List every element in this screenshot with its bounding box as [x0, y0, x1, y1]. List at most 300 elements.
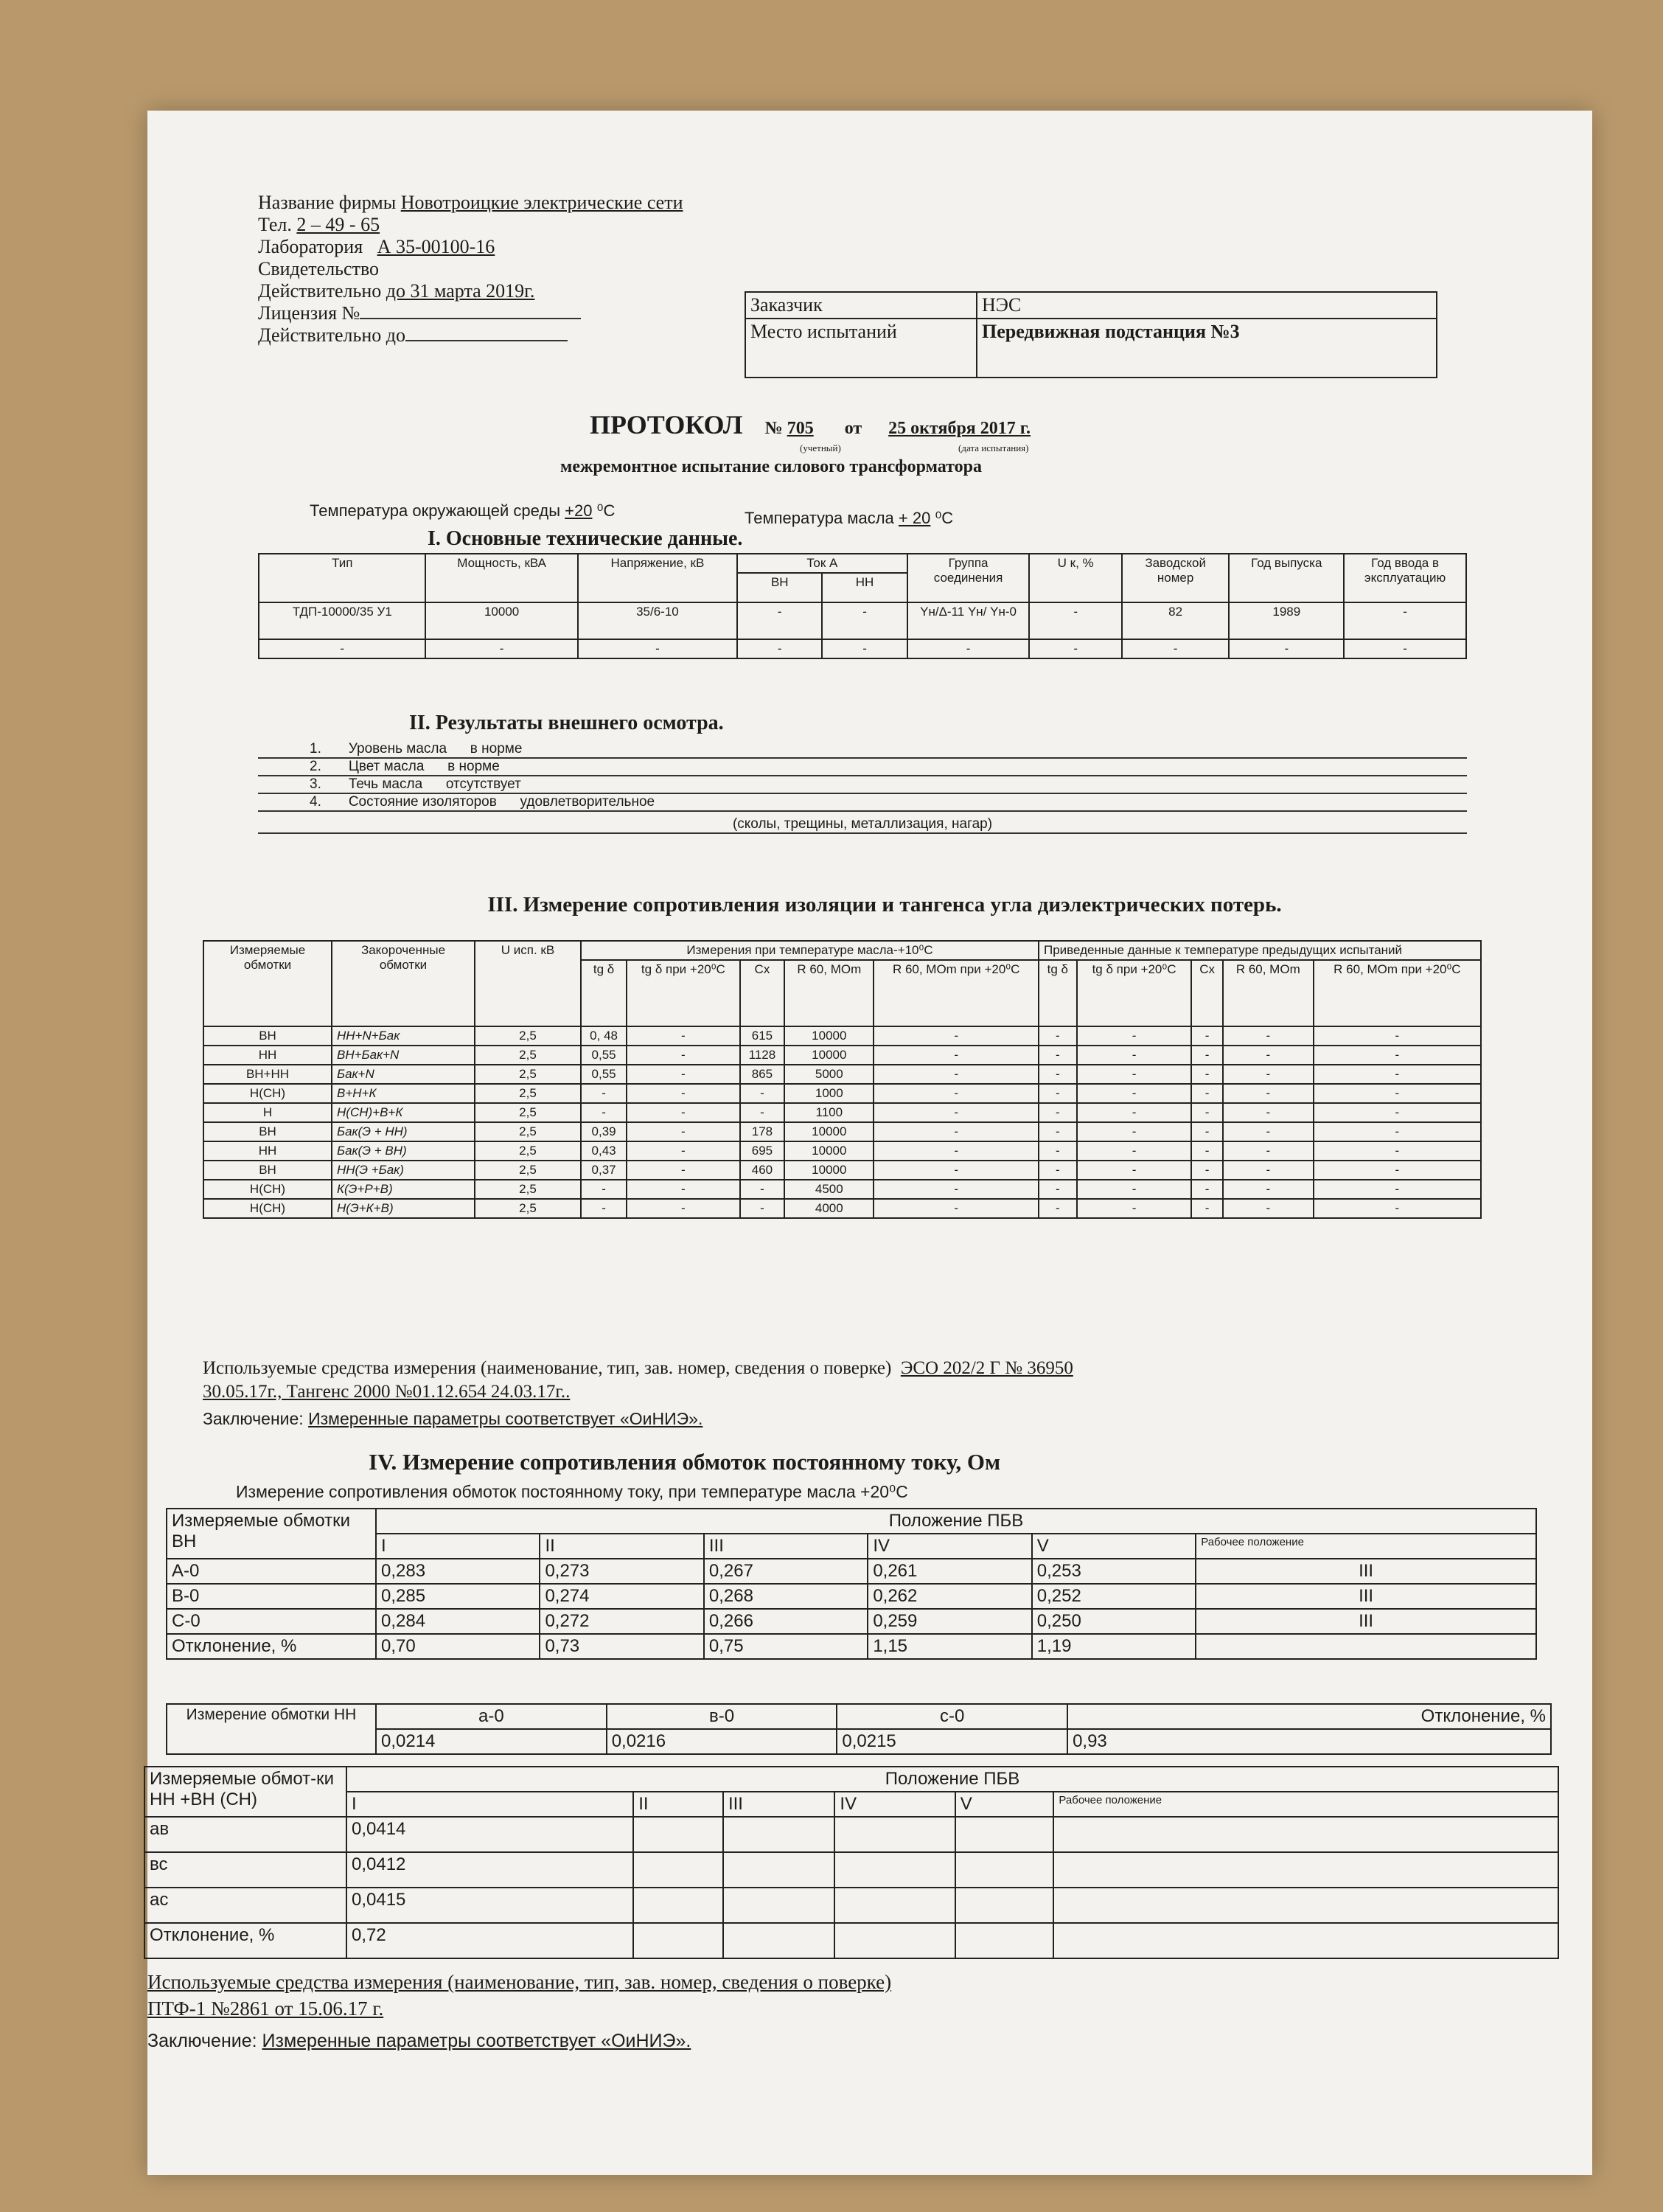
- col-year: Год выпуска: [1229, 554, 1344, 602]
- table-cell: -: [1077, 1046, 1192, 1065]
- table-cell: 0,55: [581, 1065, 627, 1084]
- table-cell: -: [1039, 1065, 1077, 1084]
- table-cell: 0,266: [704, 1609, 868, 1634]
- table-row: [203, 1141, 1481, 1161]
- table-cell: [1053, 1888, 1558, 1923]
- table-cell: 178: [740, 1122, 785, 1141]
- table-cell: 2,5: [475, 1122, 581, 1141]
- table-cell: 0,285: [376, 1584, 540, 1609]
- lab-label: Лаборатория: [258, 236, 363, 257]
- table-cell: 0, 48: [581, 1026, 627, 1046]
- table-cell: -: [874, 1199, 1039, 1218]
- pos-3: III: [704, 1534, 868, 1559]
- oil-temp-unit: ⁰С: [935, 509, 954, 527]
- instruments-value-2: 30.05.17г., Тангенс 2000 №01.12.654 24.03.17г..: [203, 1382, 571, 1402]
- table-cell: ВН: [203, 1026, 332, 1046]
- license-label: Лицензия №: [258, 302, 360, 324]
- cell: -: [1122, 639, 1230, 658]
- col-power: Мощность, кВА: [425, 554, 577, 602]
- table-cell: [834, 1888, 955, 1923]
- ambient-temp-unit: ⁰С: [596, 501, 616, 520]
- oil-temp: [745, 509, 953, 528]
- table-cell: -: [1223, 1161, 1314, 1180]
- item-label: Состояние изоляторов: [348, 794, 497, 810]
- table-row: [203, 1180, 1481, 1199]
- table-cell: 0,283: [376, 1559, 540, 1584]
- col-r60-20-reduced: R 60, МОm при +20⁰С: [1314, 960, 1481, 1026]
- table-cell: III: [1196, 1609, 1536, 1634]
- protocol-from-label: от: [844, 419, 862, 438]
- col-reduced: Приведенные данные к температуре предыдущих испытаний: [1039, 941, 1481, 960]
- col-type: Тип: [259, 554, 425, 602]
- customer-value: НЭС: [977, 292, 1437, 319]
- item-num: 2.: [310, 759, 321, 774]
- section3-title: III. Измерение сопротивления изоляции и тангенса угла диэлектрических потерь.: [487, 893, 1282, 917]
- table-cell: 0,72: [346, 1923, 633, 1958]
- conclusion-value-2: Измеренные параметры соответствует «ОиНИЭ».: [262, 2031, 691, 2051]
- table-cell: 2,5: [475, 1084, 581, 1103]
- table-cell: ВН: [203, 1122, 332, 1141]
- table-cell: 2,5: [475, 1026, 581, 1046]
- col-current-hv: ВН: [737, 573, 822, 602]
- pbv-label-2: Положение ПБВ: [346, 1767, 1558, 1792]
- cell: -: [1344, 602, 1466, 639]
- lv-label: Измерение обмотки НН: [167, 1704, 376, 1754]
- table-cell: 2,5: [475, 1161, 581, 1180]
- col-current: Ток А: [737, 554, 907, 573]
- table-cell: [633, 1923, 723, 1958]
- lv-value: 0,0216: [607, 1729, 837, 1754]
- table-cell: Н: [203, 1103, 332, 1122]
- table-cell: 695: [740, 1141, 785, 1161]
- table-cell: 0,0412: [346, 1852, 633, 1888]
- pos-3: III: [723, 1792, 834, 1817]
- col-r60-reduced: R 60, МОm: [1223, 960, 1314, 1026]
- pos-5: V: [1032, 1534, 1196, 1559]
- table-cell: А-0: [167, 1559, 376, 1584]
- pos-2: II: [540, 1534, 703, 1559]
- table-row: [167, 1584, 1536, 1609]
- table-cell: 10000: [784, 1141, 874, 1161]
- table-cell: -: [1077, 1180, 1192, 1199]
- table-cell: 0,73: [540, 1634, 703, 1659]
- ambient-temp-label: Температура окружающей среды: [310, 501, 561, 520]
- cell: -: [425, 639, 577, 658]
- section4-footer: [147, 1969, 1548, 2054]
- lv-col-b0: в-0: [607, 1704, 837, 1729]
- list-item: [258, 741, 1467, 759]
- table-cell: 0,284: [376, 1609, 540, 1634]
- table-cell: -: [627, 1122, 739, 1141]
- table-cell: 0,272: [540, 1609, 703, 1634]
- table-cell: -: [874, 1026, 1039, 1046]
- table-cell: Бак(Э + НН): [332, 1122, 475, 1141]
- table-row: [203, 1122, 1481, 1141]
- table-row: [144, 1923, 1558, 1958]
- cell: -: [578, 639, 737, 658]
- col-tg20: tg δ при +20⁰С: [627, 960, 739, 1026]
- phone-value: 2 – 49 - 65: [296, 214, 380, 235]
- table-cell: 865: [740, 1065, 785, 1084]
- table-cell: 0,75: [704, 1634, 868, 1659]
- table-cell: 10000: [784, 1122, 874, 1141]
- table-row: [144, 1888, 1558, 1923]
- pos-2: II: [633, 1792, 723, 1817]
- table-cell: -: [627, 1084, 739, 1103]
- table-cell: -: [1223, 1199, 1314, 1218]
- cell: 82: [1122, 602, 1230, 639]
- place-value: Передвижная подстанция №3: [977, 319, 1437, 378]
- cell: -: [1344, 639, 1466, 658]
- table-cell: -: [1314, 1103, 1481, 1122]
- table-cell: [1053, 1852, 1558, 1888]
- table-cell: -: [1077, 1161, 1192, 1180]
- table-cell: 0,43: [581, 1141, 627, 1161]
- lab-value: А 35-00100-16: [377, 236, 495, 257]
- table-cell: -: [874, 1141, 1039, 1161]
- section4-title: IV. Измерение сопротивления обмоток постоянному току, Ом: [369, 1449, 1001, 1475]
- tech-data-table: [258, 553, 1467, 659]
- table-cell: -: [1223, 1065, 1314, 1084]
- table-cell: В+Н+К: [332, 1084, 475, 1103]
- cell: -: [737, 639, 822, 658]
- hv-label: Измеряемые обмотки ВН: [167, 1509, 376, 1559]
- item-value: отсутствует: [445, 776, 521, 792]
- table-cell: -: [874, 1161, 1039, 1180]
- pos-1: I: [376, 1534, 540, 1559]
- protocol-subtitle: межремонтное испытание силового трансформатора: [560, 457, 982, 476]
- ambient-temp: [310, 501, 615, 521]
- table-cell: -: [1223, 1103, 1314, 1122]
- pos-5: V: [955, 1792, 1054, 1817]
- table-cell: [834, 1852, 955, 1888]
- table-cell: 4500: [784, 1180, 874, 1199]
- table-cell: 5000: [784, 1065, 874, 1084]
- item-label: Течь масла: [348, 776, 423, 792]
- table-cell: -: [581, 1084, 627, 1103]
- inspection-list: [258, 741, 1467, 834]
- section3-footer: [203, 1357, 1515, 1430]
- conclusion-label: Заключение:: [203, 1409, 304, 1428]
- table-cell: Отклонение, %: [144, 1923, 346, 1958]
- table-cell: [1196, 1634, 1536, 1659]
- table-cell: -: [1191, 1141, 1222, 1161]
- table-cell: 0,274: [540, 1584, 703, 1609]
- table-cell: -: [740, 1180, 785, 1199]
- document-sheet: [147, 111, 1592, 2175]
- cell: -: [1029, 639, 1121, 658]
- valid-label: Действительно: [258, 280, 382, 302]
- table-cell: Отклонение, %: [167, 1634, 376, 1659]
- table-cell: -: [740, 1199, 785, 1218]
- table-cell: 2,5: [475, 1046, 581, 1065]
- table-cell: 0,55: [581, 1046, 627, 1065]
- firm-label: Название фирмы: [258, 192, 397, 213]
- table-cell: 0,273: [540, 1559, 703, 1584]
- instruments-value-3: ПТФ-1 №2861 от 15.06.17 г.: [147, 1997, 384, 2020]
- table-cell: -: [627, 1046, 739, 1065]
- oil-temp-value: + 20: [898, 509, 931, 527]
- item-num: 4.: [310, 794, 321, 810]
- table-cell: -: [581, 1180, 627, 1199]
- table-cell: -: [627, 1141, 739, 1161]
- table-cell: -: [1191, 1026, 1222, 1046]
- protocol-heading: [590, 409, 1474, 440]
- instruments-value: ЭСО 202/2 Г № 36950: [900, 1358, 1073, 1378]
- table-row: [144, 1817, 1558, 1852]
- table-cell: -: [1077, 1065, 1192, 1084]
- table-row: [203, 1103, 1481, 1122]
- table-cell: -: [874, 1180, 1039, 1199]
- cert-label: Свидетельство: [258, 258, 380, 279]
- table-cell: -: [1223, 1046, 1314, 1065]
- table-cell: -: [1191, 1122, 1222, 1141]
- table-row: [203, 1084, 1481, 1103]
- table-cell: 0,262: [868, 1584, 1031, 1609]
- cell: -: [1229, 639, 1344, 658]
- table-cell: -: [1039, 1180, 1077, 1199]
- table-cell: -: [627, 1103, 739, 1122]
- table-row: [203, 1065, 1481, 1084]
- cell: 35/6-10: [578, 602, 737, 639]
- cell: -: [822, 639, 907, 658]
- table-cell: С-0: [167, 1609, 376, 1634]
- table-cell: 1100: [784, 1103, 874, 1122]
- phone-label: Тел.: [258, 214, 292, 235]
- protocol-date: 25 октября 2017 г.: [888, 419, 1031, 438]
- table-cell: 0,252: [1032, 1584, 1196, 1609]
- lv-col-c0: с-0: [837, 1704, 1067, 1729]
- table-cell: 0,0415: [346, 1888, 633, 1923]
- ambient-temp-value: +20: [565, 501, 593, 520]
- cell: -: [737, 602, 822, 639]
- table-cell: [955, 1817, 1054, 1852]
- col-commission: Год ввода в эксплуатацию: [1344, 554, 1466, 602]
- table-cell: 0,268: [704, 1584, 868, 1609]
- pbv-label: Положение ПБВ: [376, 1509, 1536, 1534]
- table-cell: -: [1223, 1122, 1314, 1141]
- oil-temp-label: Температура масла: [745, 509, 894, 527]
- table-cell: Бак(Э + ВН): [332, 1141, 475, 1161]
- table-cell: [723, 1923, 834, 1958]
- col-tg-reduced: tg δ: [1039, 960, 1077, 1026]
- conclusion-value: Измеренные параметры соответствует «ОиНИЭ».: [308, 1409, 703, 1428]
- table-cell: 1000: [784, 1084, 874, 1103]
- table-cell: -: [1039, 1141, 1077, 1161]
- table-cell: -: [1314, 1084, 1481, 1103]
- table-cell: -: [1314, 1180, 1481, 1199]
- instruments-label: Используемые средства измерения (наименование, тип, зав. номер, сведения о поверке): [203, 1358, 892, 1378]
- table-cell: Бак+N: [332, 1065, 475, 1084]
- table-cell: -: [627, 1161, 739, 1180]
- conclusion-label-2: Заключение:: [147, 2031, 257, 2051]
- table-cell: -: [874, 1046, 1039, 1065]
- item-value: в норме: [447, 759, 500, 774]
- tech-data-row: [259, 639, 1466, 658]
- pos-working: Рабочее положение: [1053, 1792, 1558, 1817]
- table-cell: -: [1314, 1199, 1481, 1218]
- table-cell: 460: [740, 1161, 785, 1180]
- col-cx-reduced: Сх: [1191, 960, 1222, 1026]
- table-cell: [955, 1923, 1054, 1958]
- item-label: Уровень масла: [348, 741, 447, 757]
- table-cell: 0,0414: [346, 1817, 633, 1852]
- item-num: 1.: [310, 741, 321, 757]
- table-cell: [955, 1852, 1054, 1888]
- col-shorted: Закороченные обмотки: [332, 941, 475, 1026]
- table-cell: -: [1039, 1161, 1077, 1180]
- cell: 1989: [1229, 602, 1344, 639]
- table-cell: Н(СН): [203, 1199, 332, 1218]
- table-cell: -: [874, 1103, 1039, 1122]
- insulation-table: [203, 940, 1482, 1219]
- pos-4: IV: [868, 1534, 1031, 1559]
- valid-value: до 31 марта 2019г.: [386, 280, 535, 302]
- table-cell: 4000: [784, 1199, 874, 1218]
- mv-label: Измеряемые обмот-ки НН +ВН (СН): [144, 1767, 346, 1817]
- table-cell: -: [1077, 1026, 1192, 1046]
- table-cell: 0,70: [376, 1634, 540, 1659]
- col-group: Группа соединения: [907, 554, 1030, 602]
- table-cell: -: [1039, 1122, 1077, 1141]
- table-row: [167, 1609, 1536, 1634]
- table-row: [203, 1046, 1481, 1065]
- table-cell: -: [1039, 1046, 1077, 1065]
- cell: -: [1029, 602, 1121, 639]
- table-cell: вс: [144, 1852, 346, 1888]
- table-cell: -: [1223, 1180, 1314, 1199]
- table-cell: 0,253: [1032, 1559, 1196, 1584]
- inspection-note: (сколы, трещины, металлизация, нагар): [258, 812, 1467, 834]
- protocol-title: ПРОТОКОЛ: [590, 410, 743, 439]
- table-cell: Н(СН)+В+К: [332, 1103, 475, 1122]
- table-cell: 0,39: [581, 1122, 627, 1141]
- lv-value: 0,0215: [837, 1729, 1067, 1754]
- table-cell: -: [627, 1180, 739, 1199]
- table-cell: -: [740, 1103, 785, 1122]
- table-cell: 1,15: [868, 1634, 1031, 1659]
- lv-col-dev: Отклонение, %: [1067, 1704, 1551, 1729]
- number-caption: (учетный): [800, 442, 841, 453]
- table-cell: -: [1077, 1141, 1192, 1161]
- col-tg20-reduced: tg δ при +20⁰С: [1077, 960, 1192, 1026]
- item-label: Цвет масла: [348, 759, 425, 774]
- col-serial: Заводской номер: [1122, 554, 1230, 602]
- list-item: [258, 794, 1467, 812]
- col-uk: U к, %: [1029, 554, 1121, 602]
- table-cell: -: [1191, 1065, 1222, 1084]
- lv-col-a0: а-0: [376, 1704, 607, 1729]
- table-cell: [633, 1817, 723, 1852]
- table-cell: ВН+НН: [203, 1065, 332, 1084]
- table-cell: 0,37: [581, 1161, 627, 1180]
- col-current-lv: НН: [822, 573, 907, 602]
- table-cell: -: [1314, 1046, 1481, 1065]
- customer-box: [745, 291, 1437, 378]
- table-cell: [723, 1888, 834, 1923]
- section4-subtitle: Измерение сопротивления обмоток постоянному току, при температуре масла +20⁰С: [236, 1482, 908, 1501]
- table-cell: 1,19: [1032, 1634, 1196, 1659]
- table-row: [167, 1559, 1536, 1584]
- table-cell: 1128: [740, 1046, 785, 1065]
- table-row: [203, 1199, 1481, 1218]
- pos-1: I: [346, 1792, 633, 1817]
- table-cell: -: [1191, 1161, 1222, 1180]
- table-cell: -: [1191, 1199, 1222, 1218]
- hv-resistance-table: [166, 1508, 1537, 1660]
- table-cell: [723, 1852, 834, 1888]
- table-cell: III: [1196, 1559, 1536, 1584]
- table-cell: 2,5: [475, 1103, 581, 1122]
- col-voltage: Напряжение, кВ: [578, 554, 737, 602]
- protocol-number: 705: [787, 419, 814, 438]
- instruments-label-2: Используемые средства измерения (наименование, тип, зав. номер, сведения о поверке): [147, 1971, 892, 1993]
- list-item: [258, 759, 1467, 776]
- table-cell: -: [1191, 1046, 1222, 1065]
- place-label: Место испытаний: [745, 319, 977, 378]
- table-cell: 0,250: [1032, 1609, 1196, 1634]
- table-cell: -: [1077, 1199, 1192, 1218]
- table-cell: [834, 1923, 955, 1958]
- col-u: U исп. кВ: [475, 941, 581, 1026]
- table-cell: -: [1191, 1180, 1222, 1199]
- table-cell: Н(СН): [203, 1084, 332, 1103]
- table-cell: 10000: [784, 1046, 874, 1065]
- table-row: [167, 1634, 1536, 1659]
- table-cell: 0,261: [868, 1559, 1031, 1584]
- table-row: [203, 1026, 1481, 1046]
- table-row: [203, 1161, 1481, 1180]
- table-cell: ВН+Бак+N: [332, 1046, 475, 1065]
- table-cell: -: [1039, 1084, 1077, 1103]
- table-cell: -: [1314, 1161, 1481, 1180]
- table-cell: III: [1196, 1584, 1536, 1609]
- col-cx: Сх: [740, 960, 785, 1026]
- item-num: 3.: [310, 776, 321, 792]
- table-cell: [955, 1888, 1054, 1923]
- cell: 10000: [425, 602, 577, 639]
- table-row: [144, 1852, 1558, 1888]
- table-cell: -: [1039, 1103, 1077, 1122]
- table-cell: 2,5: [475, 1065, 581, 1084]
- section2-title: II. Результаты внешнего осмотра.: [409, 712, 724, 734]
- cell: -: [907, 639, 1030, 658]
- table-cell: 2,5: [475, 1199, 581, 1218]
- table-cell: 615: [740, 1026, 785, 1046]
- table-cell: -: [1077, 1084, 1192, 1103]
- col-r60: R 60, МОm: [784, 960, 874, 1026]
- table-cell: -: [740, 1084, 785, 1103]
- table-cell: -: [874, 1065, 1039, 1084]
- table-cell: -: [1223, 1141, 1314, 1161]
- cell: ТДП-10000/35 У1: [259, 602, 425, 639]
- table-cell: -: [874, 1122, 1039, 1141]
- table-cell: ас: [144, 1888, 346, 1923]
- cell: -: [822, 602, 907, 639]
- section1-title: I. Основные технические данные.: [428, 527, 743, 550]
- table-cell: -: [1314, 1026, 1481, 1046]
- protocol-number-label: №: [764, 419, 783, 438]
- table-cell: НН: [203, 1046, 332, 1065]
- cell: -: [259, 639, 425, 658]
- table-cell: Н(Э+К+В): [332, 1199, 475, 1218]
- table-cell: НН+N+Бак: [332, 1026, 475, 1046]
- table-cell: -: [581, 1199, 627, 1218]
- table-cell: НН(Э +Бак): [332, 1161, 475, 1180]
- table-cell: НН: [203, 1141, 332, 1161]
- col-r60-20: R 60, МОm при +20⁰С: [874, 960, 1039, 1026]
- table-cell: [633, 1852, 723, 1888]
